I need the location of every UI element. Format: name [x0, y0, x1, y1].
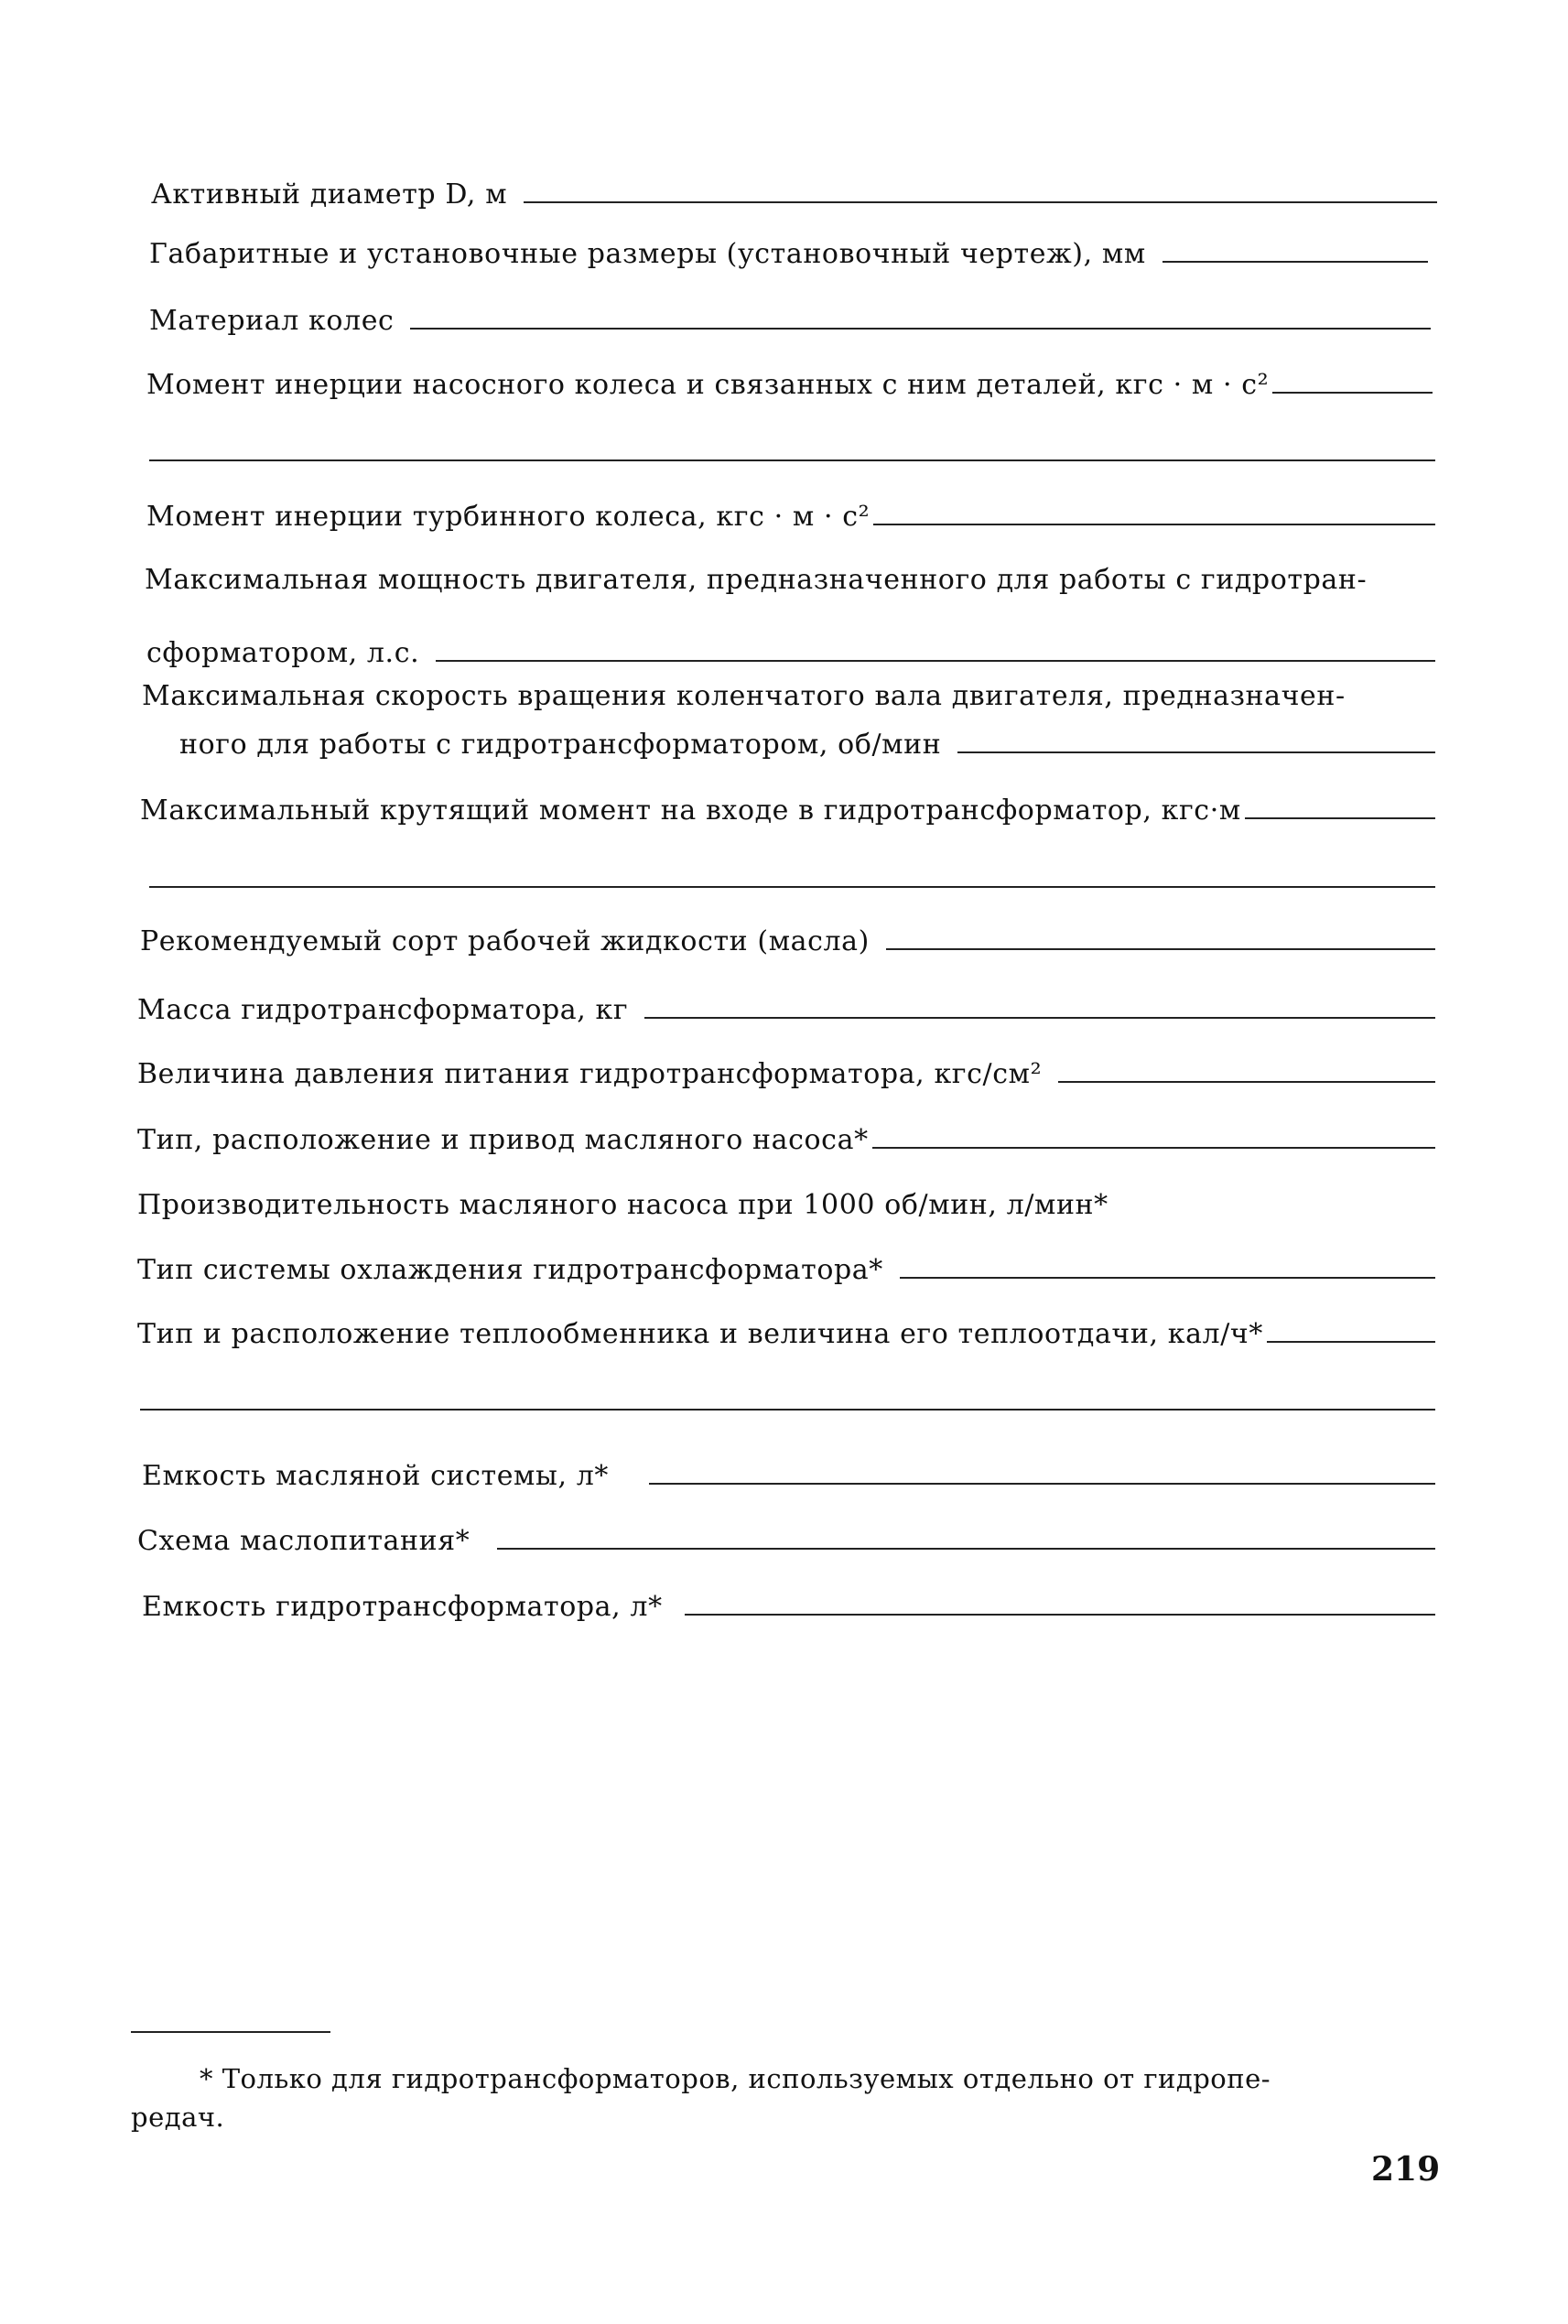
- page-number: 219: [1371, 2150, 1441, 2189]
- field-label: Максимальная мощность двигателя, предназначенного для работы с гидротран-: [145, 564, 1368, 596]
- answer-line[interactable]: [497, 1522, 1435, 1550]
- field-label: Схема маслопитания*: [137, 1525, 470, 1557]
- field-converter-capacity: [142, 1588, 1435, 1626]
- field-label: Габаритные и установочные размеры (установочный чертеж), мм: [149, 238, 1146, 270]
- answer-line[interactable]: [410, 302, 1431, 330]
- field-label: Тип, расположение и привод масляного насоса*: [137, 1124, 869, 1156]
- field-max-input-torque: [140, 792, 1435, 829]
- field-label: Момент инерции насосного колеса и связанных с ним деталей, кгс · м · с²: [146, 369, 1270, 401]
- field-feed-pressure: [137, 1055, 1435, 1093]
- answer-line[interactable]: [1058, 1055, 1435, 1083]
- answer-line[interactable]: [1162, 235, 1428, 263]
- field-label: Тип и расположение теплообменника и величина его теплоотдачи, кал/ч*: [137, 1318, 1263, 1350]
- answer-line[interactable]: [685, 1588, 1435, 1616]
- field-label: Максимальная скорость вращения коленчатого вала двигателя, предназначен-: [142, 680, 1346, 712]
- footnote-line-1: * Только для гидротрансформаторов, используемых отдельно от гидропе-: [200, 2063, 1271, 2094]
- field-oil-supply-scheme: [137, 1522, 1435, 1560]
- footnote-rule: [131, 2031, 330, 2033]
- answer-line[interactable]: [900, 1251, 1435, 1279]
- answer-line[interactable]: [1245, 792, 1435, 819]
- field-max-crank-speed: [179, 726, 1435, 763]
- field-wheel-material: [149, 302, 1431, 340]
- field-label: Тип системы охлаждения гидротрансформатора*: [137, 1254, 883, 1286]
- field-heat-exchanger: [137, 1315, 1435, 1353]
- answer-line-continuation[interactable]: [149, 886, 1435, 888]
- field-label: Емкость гидротрансформатора, л*: [142, 1591, 663, 1623]
- field-pump-wheel-inertia: [146, 366, 1433, 404]
- answer-line-continuation[interactable]: [149, 459, 1435, 461]
- field-label: сформатором, л.с.: [146, 637, 420, 669]
- field-turbine-wheel-inertia: [146, 498, 1435, 535]
- field-oil-system-capacity: [142, 1457, 1435, 1495]
- field-label: Рекомендуемый сорт рабочей жидкости (масла): [140, 925, 870, 957]
- answer-line[interactable]: [1272, 366, 1433, 394]
- field-label: Максимальный крутящий момент на входе в гидротрансформатор, кгс·м: [140, 794, 1241, 827]
- field-label: Емкость масляной системы, л*: [142, 1460, 609, 1492]
- field-oil-pump-type: [137, 1121, 1435, 1159]
- field-converter-mass: [137, 991, 1435, 1029]
- field-label: Величина давления питания гидротрансформатора, кгс/см²: [137, 1058, 1043, 1090]
- field-label: Активный диаметр D, м: [151, 178, 508, 211]
- answer-line[interactable]: [957, 726, 1435, 753]
- footnote-line-2: редач.: [131, 2102, 225, 2133]
- answer-line[interactable]: [649, 1457, 1435, 1485]
- field-label: Момент инерции турбинного колеса, кгс · м · с²: [146, 501, 871, 533]
- field-label: Материал колес: [149, 305, 395, 337]
- field-cooling-system-type: [137, 1251, 1435, 1289]
- answer-line-continuation[interactable]: [140, 1409, 1435, 1411]
- answer-line[interactable]: [886, 923, 1435, 950]
- field-active-diameter: [151, 176, 1437, 213]
- field-label: Масса гидротрансформатора, кг: [137, 994, 629, 1026]
- answer-line[interactable]: [872, 1121, 1435, 1149]
- answer-line[interactable]: [1267, 1315, 1435, 1343]
- field-oil-pump-capacity: Производительность масляного насоса при 1000 об/мин, л/мин*: [137, 1189, 1108, 1221]
- answer-line[interactable]: [524, 176, 1437, 203]
- field-recommended-fluid: [140, 923, 1435, 960]
- answer-line[interactable]: [873, 498, 1435, 525]
- answer-line[interactable]: [436, 634, 1435, 662]
- field-dimensions: [149, 235, 1428, 273]
- field-label: ного для работы с гидротрансформатором, об/мин: [179, 729, 942, 761]
- field-max-engine-power: [146, 634, 1435, 672]
- answer-line[interactable]: [644, 991, 1435, 1019]
